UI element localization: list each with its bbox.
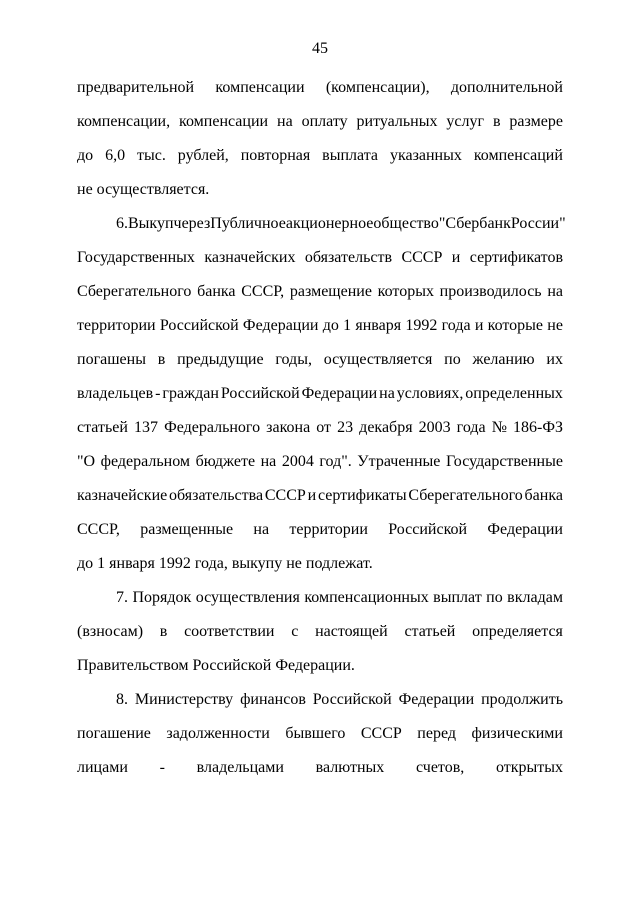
word: СССР <box>401 249 443 266</box>
word: через <box>173 215 211 232</box>
word: компенсации <box>215 79 305 96</box>
word: банка <box>197 283 236 300</box>
text-line <box>116 588 563 608</box>
word: счетов, <box>415 759 465 776</box>
word: банка <box>524 487 563 504</box>
word: СССР <box>360 725 402 742</box>
word: бывшего <box>285 725 346 742</box>
word: определяется <box>472 623 563 640</box>
word: СССР <box>264 487 306 504</box>
word: Порядок <box>132 589 192 606</box>
word: от <box>316 419 332 436</box>
word: Федерации <box>398 691 475 708</box>
word: в <box>159 623 168 640</box>
word: компенсаций <box>473 147 563 164</box>
word: на <box>277 113 293 130</box>
word: производилось <box>439 283 542 300</box>
word: рублей, <box>177 147 229 164</box>
word: 2004 <box>281 453 314 470</box>
word: - <box>155 385 161 402</box>
word: тыс. <box>137 147 166 164</box>
word: лицами <box>77 759 128 776</box>
word: дополнительной <box>450 79 563 96</box>
word: выплат <box>433 589 482 606</box>
word: акционерное <box>285 215 374 232</box>
word: обязательства <box>169 487 264 504</box>
word: "Сбербанк <box>438 215 511 232</box>
word: услуг <box>446 113 485 130</box>
word: № <box>491 419 507 436</box>
word: 8. <box>116 691 128 708</box>
word: 6,0 <box>105 147 126 164</box>
word: Российской <box>220 385 300 402</box>
word: 2003 <box>418 419 451 436</box>
word: компенсационных <box>304 589 429 606</box>
text-line <box>116 214 566 234</box>
word: статьей <box>404 623 456 640</box>
word: перед <box>417 725 456 742</box>
word: по <box>486 589 503 606</box>
word: Государственных <box>77 249 195 266</box>
text-line <box>77 452 563 472</box>
word: и <box>451 249 461 266</box>
word: ритуальных <box>356 113 438 130</box>
word: статьей <box>77 419 128 436</box>
word: общество <box>373 215 439 232</box>
word: физическими <box>471 725 563 742</box>
word: Выкуп <box>128 215 174 232</box>
word: 23 <box>337 419 354 436</box>
word: федеральном <box>100 453 191 470</box>
word: Российской <box>312 691 392 708</box>
text-line <box>77 350 563 370</box>
word: указанных <box>389 147 462 164</box>
word: Российской <box>388 521 468 538</box>
word: выплата <box>322 147 378 164</box>
word: повторная <box>240 147 311 164</box>
word: которых <box>377 283 434 300</box>
word: в <box>492 113 501 130</box>
word: декабря <box>359 419 413 436</box>
word: настоящей <box>315 623 388 640</box>
word: 7. <box>116 589 128 606</box>
text-line <box>77 248 563 268</box>
word: Сберегательного <box>408 487 523 504</box>
word: казначейских <box>204 249 296 266</box>
word: их <box>546 351 563 368</box>
text-line <box>77 486 563 506</box>
word: территории <box>77 317 156 334</box>
text-line <box>77 622 563 642</box>
word: осуществления <box>195 589 300 606</box>
word: оплату <box>301 113 348 130</box>
word: размере <box>509 113 563 130</box>
word: января <box>355 317 402 334</box>
word: компенсации <box>179 113 269 130</box>
word: размещение <box>289 283 372 300</box>
word: не <box>547 317 563 334</box>
word: 1 <box>343 317 352 334</box>
word: погашены <box>77 351 146 368</box>
word: на <box>260 453 277 470</box>
text-line <box>77 758 563 778</box>
text-line <box>77 316 563 336</box>
word: открытых <box>495 759 563 776</box>
word: по <box>444 351 461 368</box>
word: 186-ФЗ <box>513 419 563 436</box>
word: задолженности <box>166 725 270 742</box>
text-line <box>77 146 563 166</box>
word: год". <box>319 453 352 470</box>
word: с <box>291 623 299 640</box>
text-line: не осуществляется. <box>77 181 210 198</box>
word: осуществляется <box>323 351 433 368</box>
word: обязательств <box>304 249 393 266</box>
word: на <box>547 283 563 300</box>
text-line <box>116 690 563 710</box>
word: финансов <box>240 691 306 708</box>
word: размещенные <box>140 521 234 538</box>
word: предварительной <box>77 79 195 96</box>
word: которые <box>487 317 544 334</box>
word: продолжить <box>481 691 563 708</box>
word: на <box>253 521 270 538</box>
word: определенных <box>465 385 563 402</box>
word: валютных <box>315 759 385 776</box>
word: сертификаты <box>317 487 407 504</box>
word: Федерального <box>164 419 261 436</box>
word: (компенсации), <box>325 79 430 96</box>
word: Утраченные <box>357 453 441 470</box>
text-line: до 1 января 1992 года, выкупу не подлежат. <box>77 555 373 572</box>
word: вкладам <box>507 589 563 606</box>
word: Федерации <box>242 317 319 334</box>
text-line <box>77 112 563 132</box>
word: закона <box>266 419 311 436</box>
word: и <box>307 487 317 504</box>
text-line <box>77 724 563 744</box>
word: условиях, <box>396 385 464 402</box>
word: казначейские <box>77 487 168 504</box>
word: 6. <box>116 215 128 232</box>
word: в <box>157 351 166 368</box>
word: Российской <box>159 317 239 334</box>
word: владельцев <box>77 385 154 402</box>
word: владельцами <box>196 759 284 776</box>
word: территории <box>289 521 368 538</box>
word: СССР, <box>77 521 120 538</box>
word: на <box>379 385 395 402</box>
word: России" <box>510 215 566 232</box>
page-number: 45 <box>312 40 328 57</box>
word: до <box>322 317 339 334</box>
word: года <box>441 317 471 334</box>
word: СССР, <box>241 283 285 300</box>
word: Министерству <box>134 691 234 708</box>
word: 137 <box>134 419 158 436</box>
word: Публичное <box>210 215 286 232</box>
word: предыдущие <box>177 351 264 368</box>
word: граждан <box>162 385 219 402</box>
word: годы, <box>275 351 312 368</box>
text-line: Правительством Российской Федерации. <box>77 657 355 674</box>
word: бюджете <box>195 453 256 470</box>
word: - <box>159 759 165 776</box>
word: (взносам) <box>77 623 144 640</box>
word: соответствии <box>184 623 275 640</box>
text-line <box>77 418 563 438</box>
word: Федерации <box>487 521 563 538</box>
word: компенсации, <box>77 113 171 130</box>
word: 1992 <box>405 317 438 334</box>
word: до <box>77 147 94 164</box>
word: и <box>474 317 484 334</box>
text-line <box>77 520 563 540</box>
word: погашение <box>77 725 151 742</box>
text-line <box>77 384 563 404</box>
word: Государственные <box>445 453 563 470</box>
word: "О <box>77 453 96 470</box>
word: Федерации <box>301 385 378 402</box>
word: года <box>456 419 486 436</box>
text-line <box>77 282 563 302</box>
word: Сберегательного <box>77 283 192 300</box>
word: сертификатов <box>469 249 563 266</box>
text-line <box>77 78 563 98</box>
word: желанию <box>472 351 535 368</box>
